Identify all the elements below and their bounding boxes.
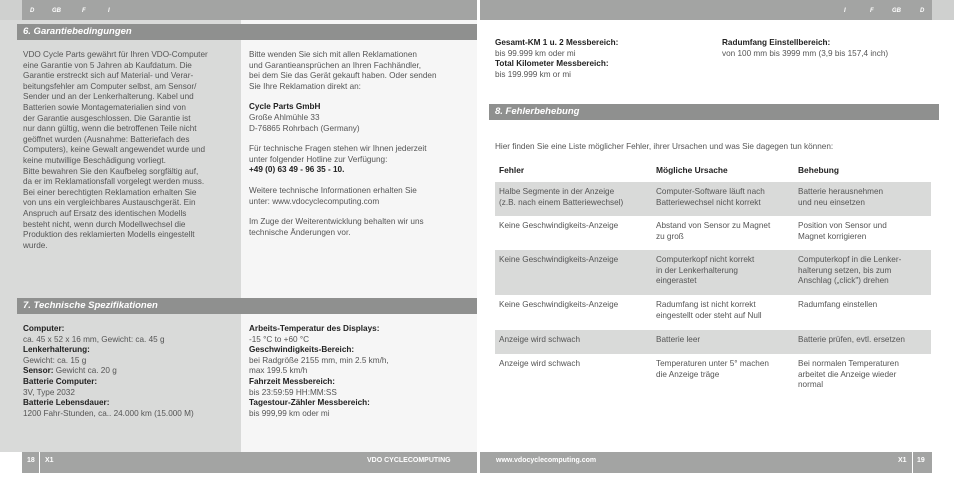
cell-fehler (499, 300, 618, 311)
cell-line: Temperaturen unter 5° machen (656, 359, 769, 368)
spec-value: Gewicht ca. 20 g (53, 366, 117, 376)
spec-label: Computer: (23, 324, 65, 333)
hotline-text (249, 144, 471, 165)
cell-line: Batteriewechsel nicht korrekt (656, 197, 761, 207)
warranty-text-col2 (249, 50, 471, 238)
warranty-line: eine Garantie von 5 Jahren ab Kaufdatum. Die (23, 60, 192, 70)
footer-left-divider (39, 452, 40, 473)
spec-label: Fahrzeit Messbereich: (249, 376, 335, 386)
cell-line: normal (798, 380, 824, 390)
top-bar-left-tab (0, 0, 22, 20)
warranty-line: Produktion des reklamierten Modells eingestellt (23, 230, 195, 240)
warranty-line: der Garantie ausgeschlossen. Die Garantie ist (23, 113, 191, 123)
cell-line: Computer-Software läuft nach (656, 187, 765, 196)
column-header-ursache: Mögliche Ursache (656, 165, 728, 175)
cell-line: die Anzeige träge (656, 369, 720, 379)
spec-label: Batterie Lebensdauer: (23, 398, 110, 408)
warranty-line: nur dann gültig, wenn die betroffenen Teile nicht (23, 124, 197, 134)
spec-value: bis 999,99 km oder mi (249, 408, 330, 418)
spec-value: ca. 45 x 52 x 16 mm, Gewicht: ca. 45 g (23, 334, 165, 344)
warranty-line: von uns ein vergleichbares Austauschgerät. Ein (23, 198, 196, 208)
company-name: Cycle Parts GmbH (249, 102, 321, 112)
column-header-behebung: Behebung (798, 165, 839, 175)
spec-value: Gewicht: ca. 15 g (23, 355, 87, 365)
cell-line: Keine Geschwindigkeits-Anzeige (499, 255, 619, 264)
top-bar-right (480, 0, 954, 20)
page-number-left: 18 (27, 457, 35, 464)
warranty-line: da er im Reklamationsfall vorgelegt werden muss. (23, 177, 205, 187)
cell-line: Bei normalen Temperaturen (798, 359, 899, 368)
footer-right-divider (912, 452, 913, 473)
website-url: www.vdocyclecomputing.com (496, 457, 597, 464)
cell-line: Position von Sensor und (798, 221, 887, 230)
cell-behebung (798, 187, 883, 208)
spec-value: bei Radgröße 2155 mm, min 2.5 km/h, (249, 355, 389, 365)
warranty-line: geöffnet wurden (Ausnahme: Batteriefach des (23, 134, 190, 144)
spec-label: Radumfang Einstellbereich: (722, 38, 831, 47)
spec-label: Arbeits-Temperatur des Displays: (249, 324, 380, 333)
warranty-line: Batterien sowie Montagematerialien sind von (23, 102, 186, 112)
cell-line: arbeitet die Anzeige wieder (798, 369, 897, 379)
spec-value: max 199.5 km/h (249, 366, 308, 376)
spec-value: von 100 mm bis 3999 mm (3,9 bis 157,4 inch) (722, 48, 889, 58)
section-8-title: 8. Fehlerbehebung (495, 106, 580, 117)
spec-value: 3V, Type 2032 (23, 387, 75, 397)
page-number-right: 19 (917, 457, 925, 464)
section-7-header (17, 298, 477, 314)
specs-col1 (23, 324, 238, 419)
cell-line: Anschlag („click") drehen (798, 276, 889, 286)
cell-line: Magnet korrigieren (798, 231, 867, 241)
right-specs-col2 (722, 38, 947, 59)
company-city: D-76865 Rohrbach (Germany) (249, 123, 360, 133)
cell-ursache (656, 300, 762, 321)
cell-fehler (499, 221, 618, 232)
cell-ursache (656, 335, 700, 346)
cell-behebung (798, 221, 887, 242)
cell-line: Computerkopf nicht korrekt (656, 255, 755, 264)
cell-line: Keine Geschwindigkeits-Anzeige (499, 221, 619, 230)
spec-label: Geschwindigkeits-Bereich: (249, 345, 355, 355)
warranty-line: VDO Cycle Parts gewährt für Ihren VDO-Computer (23, 50, 208, 59)
cell-line: Halbe Segmente in der Anzeige (499, 187, 615, 196)
cell-behebung (798, 335, 905, 346)
hotline-number: +49 (0) 63 49 - 96 35 - 10. (249, 165, 345, 175)
info-line: unter: www.vdocyclecomputing.com (249, 196, 380, 206)
warranty-line: Garantie erstreckt sich auf Material- und Verar- (23, 71, 194, 81)
cell-ursache (656, 255, 754, 287)
cell-ursache (656, 359, 769, 380)
cell-line: zu groß (656, 231, 684, 241)
section-7-title: 7. Technische Spezifikationen (23, 300, 158, 311)
troubleshooting-intro: Hier finden Sie eine Liste möglicher Fehler, ihrer Ursachen und was Sie dagegen tun können: (495, 142, 834, 151)
lang-f-label: F (82, 8, 86, 14)
cell-line: und neu einsetzen (798, 197, 865, 207)
info-line: Weitere technische Informationen erhalten Sie (249, 185, 417, 195)
spec-value: 1200 Fahr-Stunden, ca.. 24.000 km (15.000 M) (23, 408, 194, 418)
info-text (249, 186, 471, 207)
cell-line: Radumfang einstellen (798, 300, 878, 309)
cell-ursache (656, 221, 770, 242)
dev-text (249, 217, 471, 238)
cell-line: Anzeige wird schwach (499, 335, 581, 344)
cell-line: eingestellt oder steht auf Null (656, 310, 762, 320)
warranty-line: Computers), keine Gewalt angewendet wurde und (23, 145, 206, 155)
cell-line: Batterie prüfen, evtl. ersetzen (798, 335, 905, 344)
warranty-line: keine mutwillige Beschädigung vorliegt. (23, 155, 166, 165)
lang-d-label: D (920, 8, 925, 14)
lang-gb-label: GB (892, 8, 901, 14)
section-6-title: 6. Garantiebedingungen (23, 26, 132, 37)
cell-line: Radumfang ist nicht korrekt (656, 300, 756, 309)
cell-fehler (499, 335, 580, 346)
cell-line: Batterie herausnehmen (798, 187, 884, 196)
warranty-line: wurde. (23, 240, 48, 250)
top-bar-right-end (932, 0, 954, 20)
spec-value: -15 °C to +60 °C (249, 334, 310, 344)
hotline-line: unter folgender Hotline zur Verfügung: (249, 154, 388, 164)
cell-line: in der Lenkerhalterung (656, 265, 738, 275)
cell-line: Batterie leer (656, 335, 701, 344)
lang-i-label: I (844, 8, 846, 14)
lang-d-label: D (30, 8, 35, 14)
section-6-header (17, 24, 477, 40)
spec-label: Lenkerhalterung: (23, 345, 90, 355)
lang-gb-label: GB (52, 8, 61, 14)
warranty-line: beitungsfehler am Computer selbst, am Sensor/ (23, 81, 197, 91)
cell-line: Keine Geschwindigkeits-Anzeige (499, 300, 619, 309)
cell-fehler (499, 187, 623, 208)
footer-right (480, 452, 932, 473)
intro-line: Sie Ihre Reklamation direkt an: (249, 81, 361, 91)
cell-line: halterung setzen, bis zum (798, 265, 892, 275)
warranty-intro (249, 50, 471, 92)
warranty-line: Bei einer berechtigten Reklamation erhalten Sie (23, 187, 197, 197)
intro-line: bei dem Sie das Gerät gekauft haben. Oder senden (249, 71, 437, 81)
intro-line: Bitte wenden Sie sich mit allen Reklamationen (249, 50, 417, 59)
spec-label: Tagestour-Zähler Messbereich: (249, 398, 370, 408)
lang-i-label: I (108, 8, 110, 14)
warranty-line: besteht nicht, wenn durch Modellwechsel die (23, 219, 186, 229)
cell-line: Computerkopf in die Lenker- (798, 255, 902, 264)
cell-line: Anzeige wird schwach (499, 359, 581, 368)
dev-line: technische Änderungen vor. (249, 227, 351, 237)
cell-behebung (798, 255, 901, 287)
dev-line: Im Zuge der Weiterentwicklung behalten wir uns (249, 217, 424, 227)
intro-line: und Garantieansprüchen an Ihren Fachhändler, (249, 60, 422, 70)
company-street: Große Ahlmühle 33 (249, 112, 320, 122)
footer-left (22, 452, 477, 473)
spec-label: Sensor: (23, 366, 54, 376)
warranty-line: Anspruch auf Ersatz des identischen Modells (23, 208, 187, 218)
model-left: X1 (45, 457, 54, 464)
spec-label: Gesamt-KM 1 u. 2 Messbereich: (495, 38, 619, 47)
cell-line: eingerastet (656, 276, 697, 286)
cell-line: Abstand von Sensor zu Magnet (656, 221, 771, 230)
warranty-text-col1 (23, 50, 235, 251)
cell-behebung (798, 359, 899, 391)
warranty-line: Sender und an der Lenkerhalterung. Kabel und (23, 92, 194, 102)
spec-value: bis 99.999 km oder mi (495, 48, 576, 58)
spec-value: bis 199.999 km or mi (495, 69, 571, 79)
cell-behebung (798, 300, 877, 311)
hotline-line: Für technische Fragen stehen wir Ihnen jederzeit (249, 144, 427, 154)
top-bar-left (0, 0, 477, 20)
lang-f-label: F (870, 8, 874, 14)
model-right: X1 (898, 457, 907, 464)
cell-fehler (499, 255, 618, 266)
right-specs-col1 (495, 38, 715, 80)
cell-fehler (499, 359, 580, 370)
section-8-header (489, 104, 939, 120)
cell-ursache (656, 187, 765, 208)
spec-label: Total Kilometer Messbereich: (495, 59, 609, 69)
spec-value: bis 23:59:59 HH:MM:SS (249, 387, 337, 397)
column-header-fehler: Fehler (499, 165, 525, 175)
brand-name: VDO CYCLECOMPUTING (367, 457, 451, 464)
spec-label: Batterie Computer: (23, 376, 98, 386)
warranty-line: Bitte bewahren Sie den Kaufbeleg sorgfältig auf, (23, 166, 199, 176)
specs-col2 (249, 324, 471, 419)
cell-line: (z.B. nach einem Batteriewechsel) (499, 197, 624, 207)
